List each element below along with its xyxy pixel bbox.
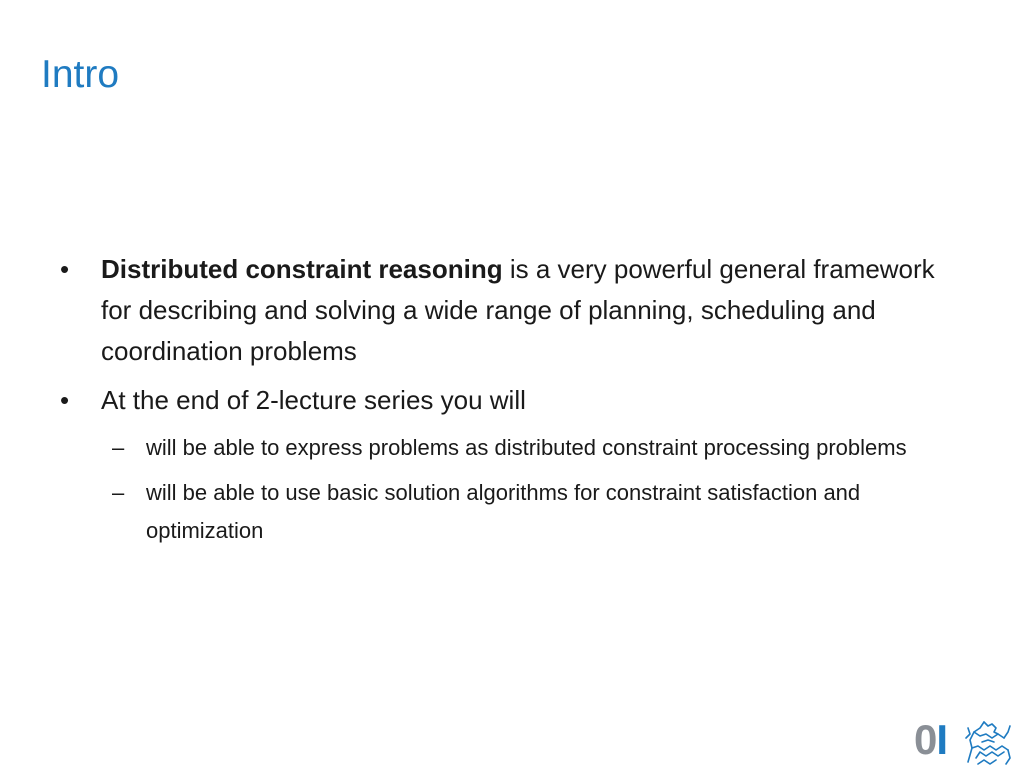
sub-bullet-item xyxy=(60,429,940,467)
lion-emblem-icon xyxy=(962,718,1014,766)
logo-mark-bar: I xyxy=(936,716,948,763)
logo-mark xyxy=(914,712,947,768)
bullet-text: is a very powerful general framework for describing and solving a wide range of planning, scheduling and coordination problems xyxy=(101,254,935,366)
sub-bullet-marker: – xyxy=(112,480,125,505)
institution-logo xyxy=(912,712,1016,768)
bullet-marker: • xyxy=(60,254,70,284)
logo-mark-zero: 0 xyxy=(914,716,937,763)
bullet-item xyxy=(60,380,940,421)
bullet-emphasis: Distributed constraint reasoning xyxy=(101,254,503,284)
sub-bullet-text: will be able to use basic solution algorithms for constraint satisfaction and optimization xyxy=(146,480,861,543)
slide-body xyxy=(60,249,940,557)
bullet-item xyxy=(60,249,940,372)
sub-bullet-marker: – xyxy=(112,435,125,460)
sub-bullet-list xyxy=(60,429,940,550)
bullet-text: At the end of 2-lecture series you will xyxy=(101,385,526,415)
bullet-marker: • xyxy=(60,385,70,415)
sub-bullet-text: will be able to express problems as distributed constraint processing problems xyxy=(146,435,907,460)
slide-title: Intro xyxy=(41,53,120,96)
sub-bullet-item xyxy=(60,474,940,550)
